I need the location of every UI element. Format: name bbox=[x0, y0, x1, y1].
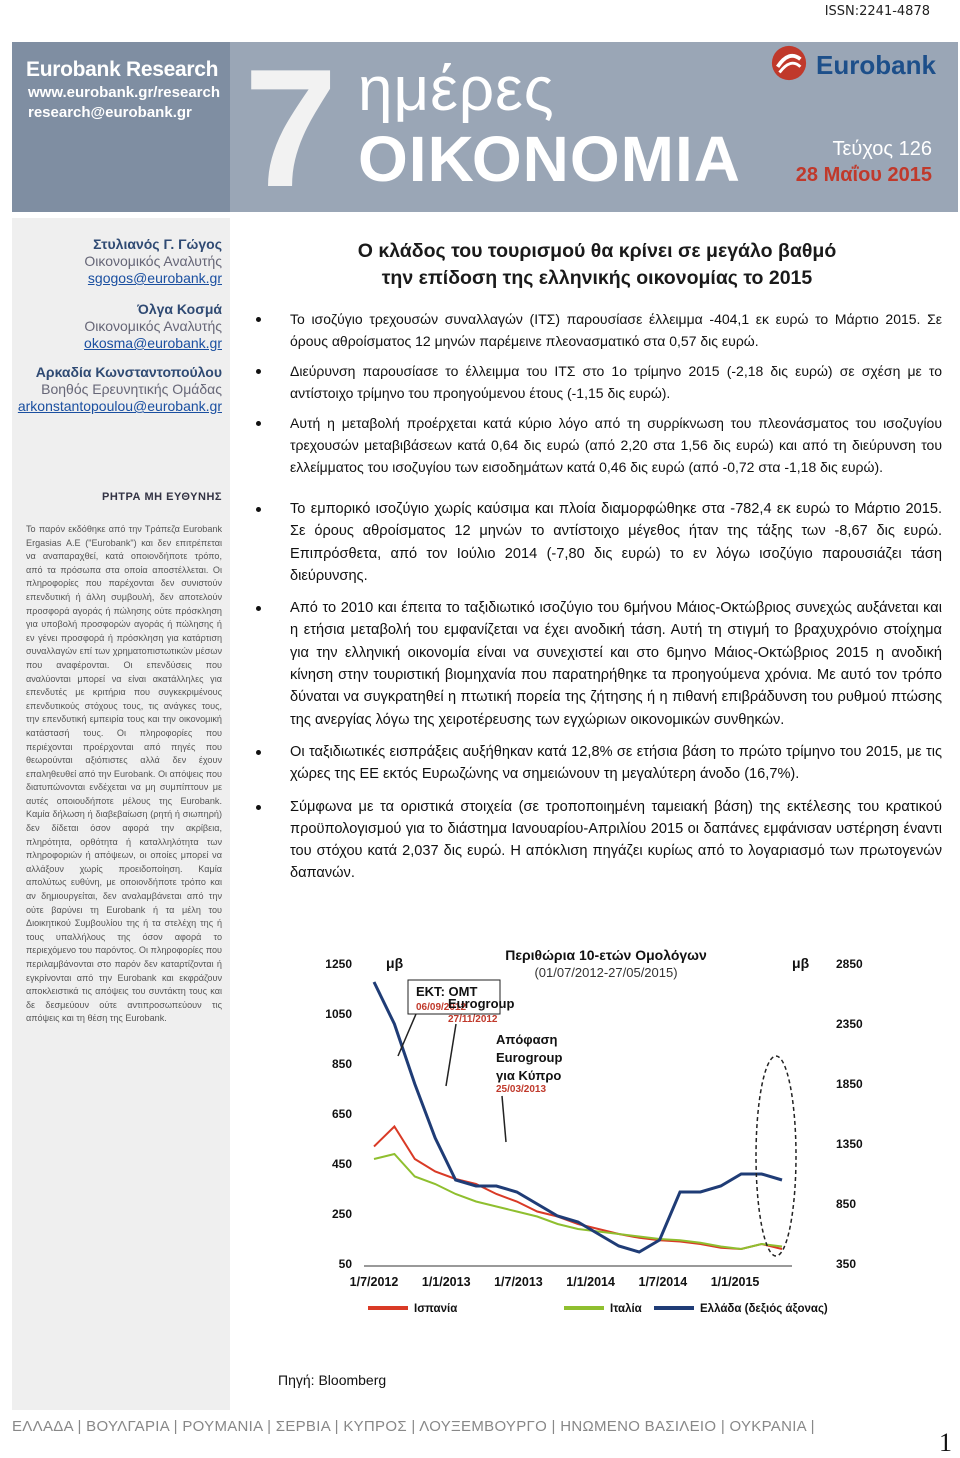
right-tick-label: 2350 bbox=[836, 1017, 863, 1031]
left-tick-label: 850 bbox=[331, 1057, 352, 1071]
bond-spreads-chart bbox=[306, 946, 866, 1318]
list-item-text: Διεύρυνση παρουσίασε το έλλειμμα του ΙΤΣ στο 1ο τρίμηνο 2015 (-2,18 δις ευρώ) σε σχέση με το αντίστοιχο τρίμηνο του προηγούμενου έτους (-1,15 δις ευρώ). bbox=[290, 363, 942, 401]
author-block bbox=[12, 364, 230, 415]
left-tick-label: 1250 bbox=[325, 957, 352, 971]
right-tick-label: 1850 bbox=[836, 1077, 863, 1091]
list-item-text: Το εμπορικό ισοζύγιο χωρίς καύσιμα και πλοία διαμορφώθηκε στα -782,4 εκ ευρώ το Μάρτιο 2015. Σε όρους αθροίσματος 12 μηνών το αντίστοιχο μέγεθος ήταν της τάξης των -8,67 δις ευρώ. Επιπρόσθετα, από τον Ιούλιο 2014 (-7,80 δις ευρώ) το εν λόγω ισοζύγιο παρουσιάζει τάση διεύρυνσης. bbox=[290, 501, 942, 584]
legend-label: Ισπανία bbox=[414, 1303, 458, 1315]
bullet-icon bbox=[256, 805, 261, 810]
author-role: Οικονομικός Αναλυτής bbox=[84, 318, 222, 334]
x-tick-label: 1/1/2013 bbox=[421, 1275, 471, 1289]
seven-numeral: 7 bbox=[244, 34, 338, 222]
list-item bbox=[252, 597, 942, 731]
eurobank-logo-icon bbox=[770, 44, 808, 82]
headline bbox=[252, 238, 942, 292]
research-email[interactable]: research@eurobank.gr bbox=[28, 104, 192, 121]
legend-label: Ιταλία bbox=[610, 1303, 642, 1315]
left-axis-unit: μβ bbox=[386, 955, 404, 971]
issue-date: 28 Μαΐου 2015 bbox=[795, 164, 932, 186]
bullet-icon bbox=[256, 317, 261, 322]
bullet-icon bbox=[256, 421, 261, 426]
author-email[interactable]: sgogos@eurobank.gr bbox=[87, 270, 222, 286]
list-item-text: Από το 2010 και έπειτα το ταξιδιωτικό ισοζύγιο του 6μήνου Μάιος-Οκτώβριος συνεχώς αυξάνεται και η ετήσια μεταβολή του εμφανίζεται να έχει ανοδική τάση. Αυτή τη στιγμή το βραχυχρόνιο στοίχημα για την ελληνική οικονομία είναι να συνεχιστεί και στο 6μηνο Μάιος-Οκτώβριος 2015 η ανοδική κίνηση στην τουριστική βιομηχανία που παρατηρήθηκε τα προηγούμενα χρόνια. Με αυτό τον τρόπο δύναται να συγκρατηθεί η πτωτική πορεία της ζήτησης ή η πιθανή επιβράδυνση του ρυθμού πτώσης της ανεργίας λόγω της χειροτέρευσης των εγχώριων οικονομικών συνθηκών. bbox=[290, 600, 942, 728]
chart-subtitle: (01/07/2012-27/05/2015) bbox=[534, 965, 678, 980]
right-tick-label: 350 bbox=[836, 1257, 857, 1271]
left-tick-label: 50 bbox=[338, 1257, 352, 1271]
author-block bbox=[12, 301, 230, 352]
research-title: Eurobank Research bbox=[26, 58, 219, 81]
author-block bbox=[12, 236, 230, 287]
right-tick-label: 1350 bbox=[836, 1137, 863, 1151]
right-tick-label: 850 bbox=[836, 1197, 857, 1211]
disclaimer-text: Το παρόν εκδόθηκε από την Τράπεζα Eurobank Ergasias Α.Ε ("Eurobank") και δεν επιτρέπεται να αναπαραχθεί, κατά οποιονδήποτε τρόπο, από τα πρόσωπα στα οποία αποστέλλεται. Οι πληροφορίες που παρέχονται δεν συνιστούν επενδυτική ή άλλη συμβουλή, δεν αποτελούν προσφορά αγοράς ή πώλησης ούτε πρόσκληση για υποβολή προσφορών αγοράς ή πώλησης ή εν γένει προσφορά ή πρόσκληση για κατάρτιση συναλλαγών επί των χρηματοπιστωτικών μέσων που αναφέρονται. Οι επενδύσεις που αναλύονται μπορεί να είναι ακατάλληλες για επενδυτές με κριτήρια που συγκεκριμένους επενδυτικούς στόχους τους, τις ανάγκες τους, την επενδυτική εμπειρία τους και την οικονομική κατάστασή τους. Οι πληροφορίες που περιέχονται προέρχονται από πηγές που θεωρούνται αξιόπιστες αλλά δεν έχουν επαληθευθεί από την Eurobank. Οι απόψεις που διατυπώνονται ενδέχεται να μη συμπίπτουν με αυτές οποιουδήποτε μέλους της Eurobank. Καμία δήλωση ή διαβεβαίωση (ρητή ή σιωπηρή) δεν δίδεται όσον αφορά την ακρίβεια, πληρότητα, ορθότητα ή καταλληλότητα των πληροφοριών ή απόψεων, οι οποίες μπορεί να αλλάξουν χωρίς προειδοποίηση. Καμία απολύτως ευθύνη, με οποιονδήποτε τρόπο και αν δημιουργείται, δεν αναλαμβάνεται από την ούτε βαρύνει τη Eurobank ή τα μέλη του Διοικητικού Συμβουλίου της ή τα στελέχη της ή τους υπαλλήλους της όσον αφορά το περιεχόμενο του παρόντος. Οι πληροφορίες που περιλαμβάνονται στο παρόν δεν καταρτίζονται ή εγκρίνονται από την Eurobank και εκφράζουν αποκλειστικά τις απόψεις του συντάκτη τους και δε δεσμεύουν ούτε αντιπροσωπεύουν τις απόψεις και τη θέση της Eurobank. bbox=[26, 524, 222, 1024]
author-email[interactable]: okosma@eurobank.gr bbox=[84, 335, 222, 351]
right-axis-unit: μβ bbox=[792, 955, 810, 971]
bullet-icon bbox=[256, 606, 261, 611]
annotation-date: 06/09/2012 bbox=[416, 1002, 467, 1013]
list-item-text: Αυτή η μεταβολή προέρχεται κατά κύριο λόγο από τη συρρίκνωση του πλεονάσματος του ισοζυγίου τρεχουσών μεταβιβάσεων κατά 0,64 δις ευρώ (από 2,20 στα 1,56 δις ευρώ) και από τη διεύρυνση του ελλείμματος του ισοζυγίου των εισοδημάτων κατά 0,46 δις ευρώ (από -0,72 στα -1,18 δις ευρώ). bbox=[290, 415, 942, 475]
x-tick-label: 1/7/2014 bbox=[638, 1275, 688, 1289]
list-item-text: Το ισοζύγιο τρεχουσών συναλλαγών (ΙΤΣ) παρουσίασε έλλειμμα -404,1 εκ ευρώ το Μάρτιο 2015. Σε όρους αθροίσματος 12 μηνών παρέμεινε πλεονασματικό στα 0,57 δις ευρώ. bbox=[290, 311, 942, 349]
chart-title: Περιθώρια 10-ετών Ομολόγων bbox=[505, 947, 707, 963]
eurobank-logo-text: Eurobank bbox=[816, 50, 936, 80]
author-name: Όλγα Κοσμά bbox=[137, 301, 222, 317]
right-tick-label: 2850 bbox=[836, 957, 863, 971]
left-tick-label: 650 bbox=[331, 1107, 352, 1121]
author-role: Οικονομικός Αναλυτής bbox=[84, 253, 222, 269]
bullet-icon bbox=[256, 750, 261, 755]
footer-countries: ΕΛΛΑΔΑ | ΒΟΥΛΓΑΡΙΑ | ΡΟΥΜΑΝΙΑ | ΣΕΡΒΙΑ | ΚΥΠΡΟΣ | ΛΟΥΞΕΜΒΟΥΡΓΟ | ΗΝΩΜΕΝΟ ΒΑΣΙΛΕΙΟ | ΟΥΚΡΑΝΙΑ | bbox=[12, 1418, 815, 1435]
x-tick-label: 1/1/2014 bbox=[566, 1275, 615, 1289]
disclaimer-title: ΡΗΤΡΑ ΜΗ ΕΥΘΥΝΗΣ bbox=[101, 491, 222, 503]
list-item bbox=[252, 412, 942, 478]
left-tick-label: 450 bbox=[331, 1157, 352, 1171]
bullet-list-a bbox=[252, 308, 942, 478]
bullet-list-b bbox=[252, 498, 942, 885]
source-label: Πηγή: Bloomberg bbox=[278, 1372, 387, 1388]
annotation-label-part: Απόφαση bbox=[496, 1032, 558, 1047]
masthead-banner bbox=[12, 34, 958, 222]
annotation-label: ΕΚΤ: ΟΜΤ bbox=[416, 984, 478, 999]
research-panel bbox=[12, 42, 230, 212]
list-item bbox=[252, 360, 942, 404]
x-tick-label: 1/7/2012 bbox=[349, 1275, 399, 1289]
list-item bbox=[252, 796, 942, 885]
author-name: Στυλιανός Γ. Γώγος bbox=[93, 236, 222, 252]
author-email[interactable]: arkonstantopoulou@eurobank.gr bbox=[17, 398, 222, 414]
annotation-label: Eurogroup bbox=[448, 996, 515, 1011]
list-item-text: Οι ταξιδιωτικές εισπράξεις αυξήθηκαν κατά 12,8% σε ετήσια βάση το πρώτο τρίμηνο του 2015, με τις χώρες της ΕΕ εκτός Ευρωζώνης να σημειώνουν τη μεγαλύτερη άνοδο (16,7%). bbox=[290, 743, 942, 783]
author-role: Βοηθός Ερευνητικής Ομάδας bbox=[41, 381, 222, 397]
issn: ISSN:2241-4878 bbox=[824, 4, 930, 19]
left-tick-label: 1050 bbox=[325, 1007, 352, 1021]
left-tick-label: 250 bbox=[331, 1207, 352, 1221]
main-content bbox=[252, 238, 942, 885]
issue-number: Τεύχος 126 bbox=[832, 138, 932, 160]
annotation-label-part: Eurogroup bbox=[496, 1050, 563, 1065]
research-url[interactable]: www.eurobank.gr/research bbox=[28, 84, 221, 101]
sidebar bbox=[12, 218, 230, 1410]
bullet-icon bbox=[256, 507, 261, 512]
list-item bbox=[252, 741, 942, 786]
headline-line2: την επίδοση της ελληνικής οικονομίας το 2015 bbox=[381, 267, 813, 289]
page-number: 1 bbox=[939, 1428, 952, 1457]
x-tick-label: 1/7/2013 bbox=[494, 1275, 543, 1289]
list-item bbox=[252, 498, 942, 587]
annotation-date: 27/11/2012 bbox=[448, 1014, 498, 1025]
eurobank-logo bbox=[770, 42, 950, 90]
list-item-text: Σύμφωνα με τα οριστικά στοιχεία (σε τροποποιημένη ταμειακή βάση) της εκτέλεσης του κρατικού προϋπολογισμού για το διάστημα Ιανουαρίου-Απριλίου 2015 οι δαπάνες εμφάνισαν υστέρηση έναντι του στόχου κατά 2,037 δις ευρώ. Η απόκλιση πηγάζει κυρίως από το λογαριασμό των πρωτογενών δαπανών. bbox=[290, 798, 942, 882]
masthead-line2: ΟΙΚΟΝΟΜΙΑ bbox=[358, 123, 741, 195]
masthead-line1: ημέρες bbox=[358, 55, 555, 124]
annotation-date: 25/03/2013 bbox=[496, 1084, 547, 1095]
author-name: Αρκαδία Κωνσταντοπούλου bbox=[35, 364, 222, 380]
x-tick-label: 1/1/2015 bbox=[710, 1275, 760, 1289]
headline-line1: Ο κλάδος του τουρισμού θα κρίνει σε μεγάλο βαθμό bbox=[357, 240, 837, 262]
list-item bbox=[252, 308, 942, 352]
chart-svg bbox=[306, 946, 866, 1318]
annotation-label-part: για Κύπρο bbox=[496, 1068, 562, 1083]
bullet-icon bbox=[256, 369, 261, 374]
legend-label: Ελλάδα (δεξιός άξονας) bbox=[700, 1303, 828, 1315]
